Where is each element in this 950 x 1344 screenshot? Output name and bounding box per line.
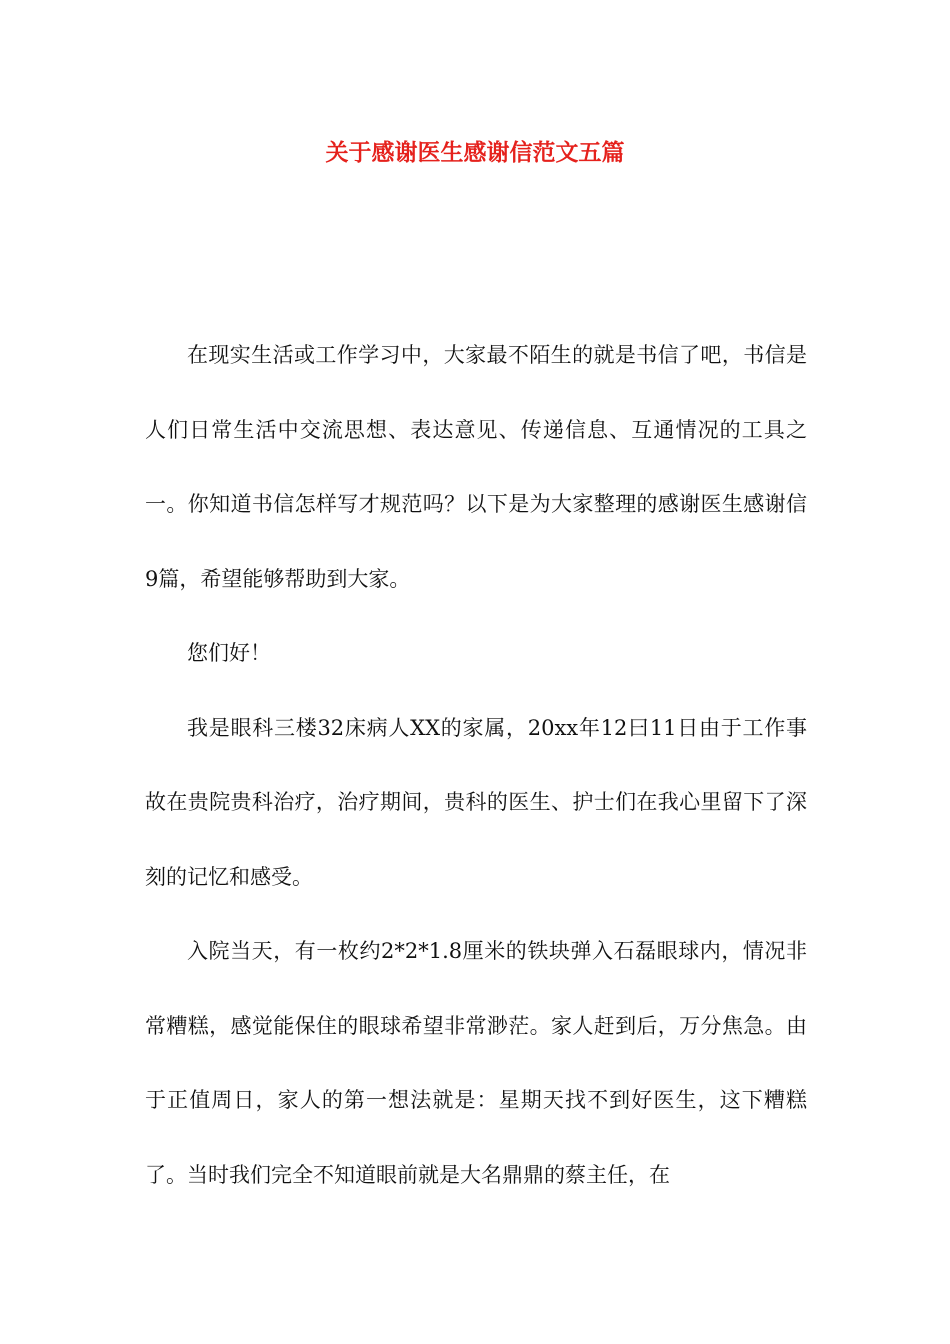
paragraph-greeting: 您们好！	[187, 641, 271, 665]
paragraph-background: 我是眼科三楼32床病人XX的家属，20xx年12曰11日由于工作事故在贵院贵科治疗，治疗期间，贵科的医生、护士们在我心里留下了深刻的记忆和感受。	[145, 715, 807, 889]
document-body	[145, 318, 807, 1212]
paragraph-intro: 在现实生活或工作学习中，大家最不陌生的就是书信了吧，书信是人们日常生活中交流思想、表达意见、传递信息、互通情况的工具之一。你知道书信怎样写才规范吗？以下是为大家整理的感谢医生感谢信9篇，希望能够帮助到大家。	[145, 343, 807, 591]
document-title: 关于感谢医生感谢信范文五篇	[325, 139, 625, 166]
paragraph-admission: 入院当天，有一枚约2*2*1.8厘米的铁块弹入石磊眼球内，情况非常糟糕，感觉能保住的眼球希望非常渺茫。家人赶到后，万分焦急。由于正值周日，家人的第一想法就是：星期天找不到好医生，这下糟糕了。当时我们完全不知道眼前就是大名鼎鼎的蔡主任，在	[145, 939, 807, 1187]
